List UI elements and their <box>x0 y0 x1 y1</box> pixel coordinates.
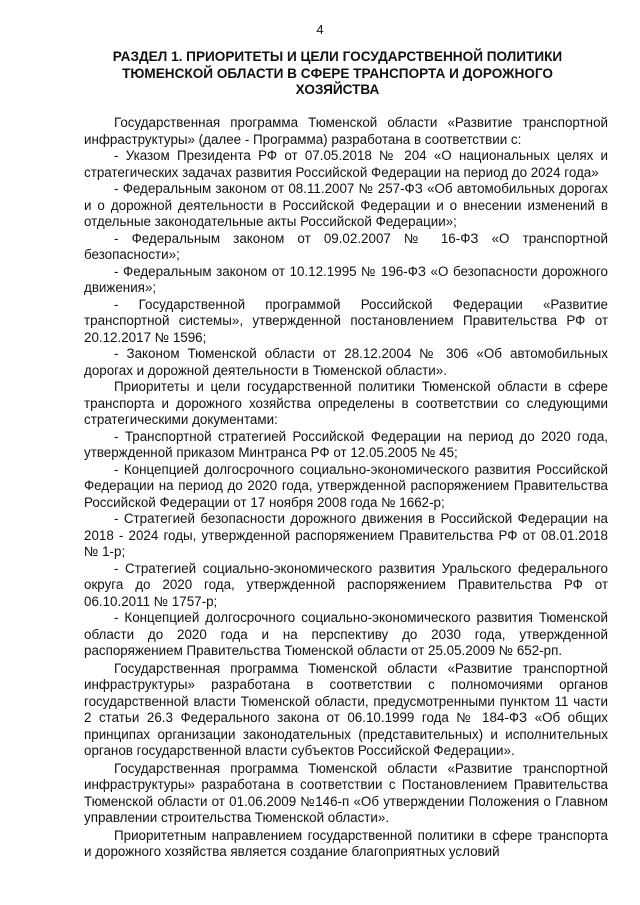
paragraph: Государственная программа Тюменской области «Развитие транспортной инфраструктуры» (далее - Программа) разработана в соответствии с: <box>84 115 608 147</box>
list-item: - Федеральным законом от 09.02.2007 № 16-ФЗ «О транспортной безопасности»; <box>84 230 608 262</box>
page-number: 4 <box>316 22 324 37</box>
list-item: - Федеральным законом от 10.12.1995 № 196-ФЗ «О безопасности дорожного движения»; <box>84 263 608 295</box>
paragraph: Государственная программа Тюменской области «Развитие транспортной инфраструктуры» разработана в соответствии с полномочиями органов государственной власти Тюменской области, предусмотренными пунктом 11 части 2 статьи 26.3 Федерального закона от 06.10.1999 года № 184-ФЗ «Об общих принципах организации законодательных (представительных) и исполнительных органов государственной власти субъектов Российской Федерации». <box>84 660 608 758</box>
list-item: - Законом Тюменской области от 28.12.2004 № 306 «Об автомобильных дорогах и дорожной деятельности в Тюменской области». <box>84 346 608 378</box>
list-item: - Государственной программой Российской Федерации «Развитие транспортной системы», утвержденной постановлением Правительства РФ от 20.12.2017 № 1596; <box>84 296 608 345</box>
paragraph: Приоритеты и цели государственной политики Тюменской области в сфере транспорта и дорожного хозяйства определены в соответствии со следующими стратегическими документами: <box>84 379 608 427</box>
list-item: - Указом Президента РФ от 07.05.2018 № 204 «О национальных целях и стратегических задачах развития Российской Федерации на период до 2024 года» <box>84 148 608 180</box>
list-item: - Стратегией социально-экономического развития Уральского федерального округа до 2020 года, утвержденной распоряжением Правительства РФ от 06.10.2011 № 1757-р; <box>84 560 608 609</box>
list-item: - Концепцией долгосрочного социально-экономического развития Тюменской области до 2020 года и на перспективу до 2030 года, утвержденной распоряжением Правительства Тюменской области от 25.05.2009 № 652-рп. <box>84 610 608 658</box>
paragraph: Государственная программа Тюменской области «Развитие транспортной инфраструктуры» разработана в соответствии с Постановлением Правительства Тюменской области от 01.06.2009 №146-п «Об утверждении Положения о Главном управлении строительства Тюменской области». <box>84 760 608 825</box>
list-item: - Концепцией долгосрочного социально-экономического развития Российской Федерации на период до 2020 года, утвержденной распоряжением Правительства Российской Федерации от 17 ноября 2008 года № 1662-р; <box>84 461 608 510</box>
document-body <box>84 115 608 861</box>
section-heading: РАЗДЕЛ 1. ПРИОРИТЕТЫ И ЦЕЛИ ГОСУДАРСТВЕННОЙ ПОЛИТИКИ ТЮМЕНСКОЙ ОБЛАСТИ В СФЕРЕ ТРАНСПОРТА И ДОРОЖНОГО ХОЗЯЙСТВА <box>112 49 563 97</box>
list-item: - Федеральным законом от 08.11.2007 № 257-ФЗ «Об автомобильных дорогах и о дорожной деятельности в Российской Федерации и о внесении изменений в отдельные законодательные акты Российской Федерации»; <box>84 181 608 229</box>
list-item: - Транспортной стратегией Российской Федерации на период до 2020 года, утвержденной приказом Минтранса РФ от 12.05.2005 № 45; <box>84 428 608 460</box>
list-item: - Стратегией безопасности дорожного движения в Российской Федерации на 2018 - 2024 годы, утвержденной распоряжением Правительства РФ от 08.01.2018 № 1-р; <box>84 511 608 559</box>
paragraph: Приоритетным направлением государственной политики в сфере транспорта и дорожного хозяйства является создание благоприятных условий <box>84 827 608 859</box>
